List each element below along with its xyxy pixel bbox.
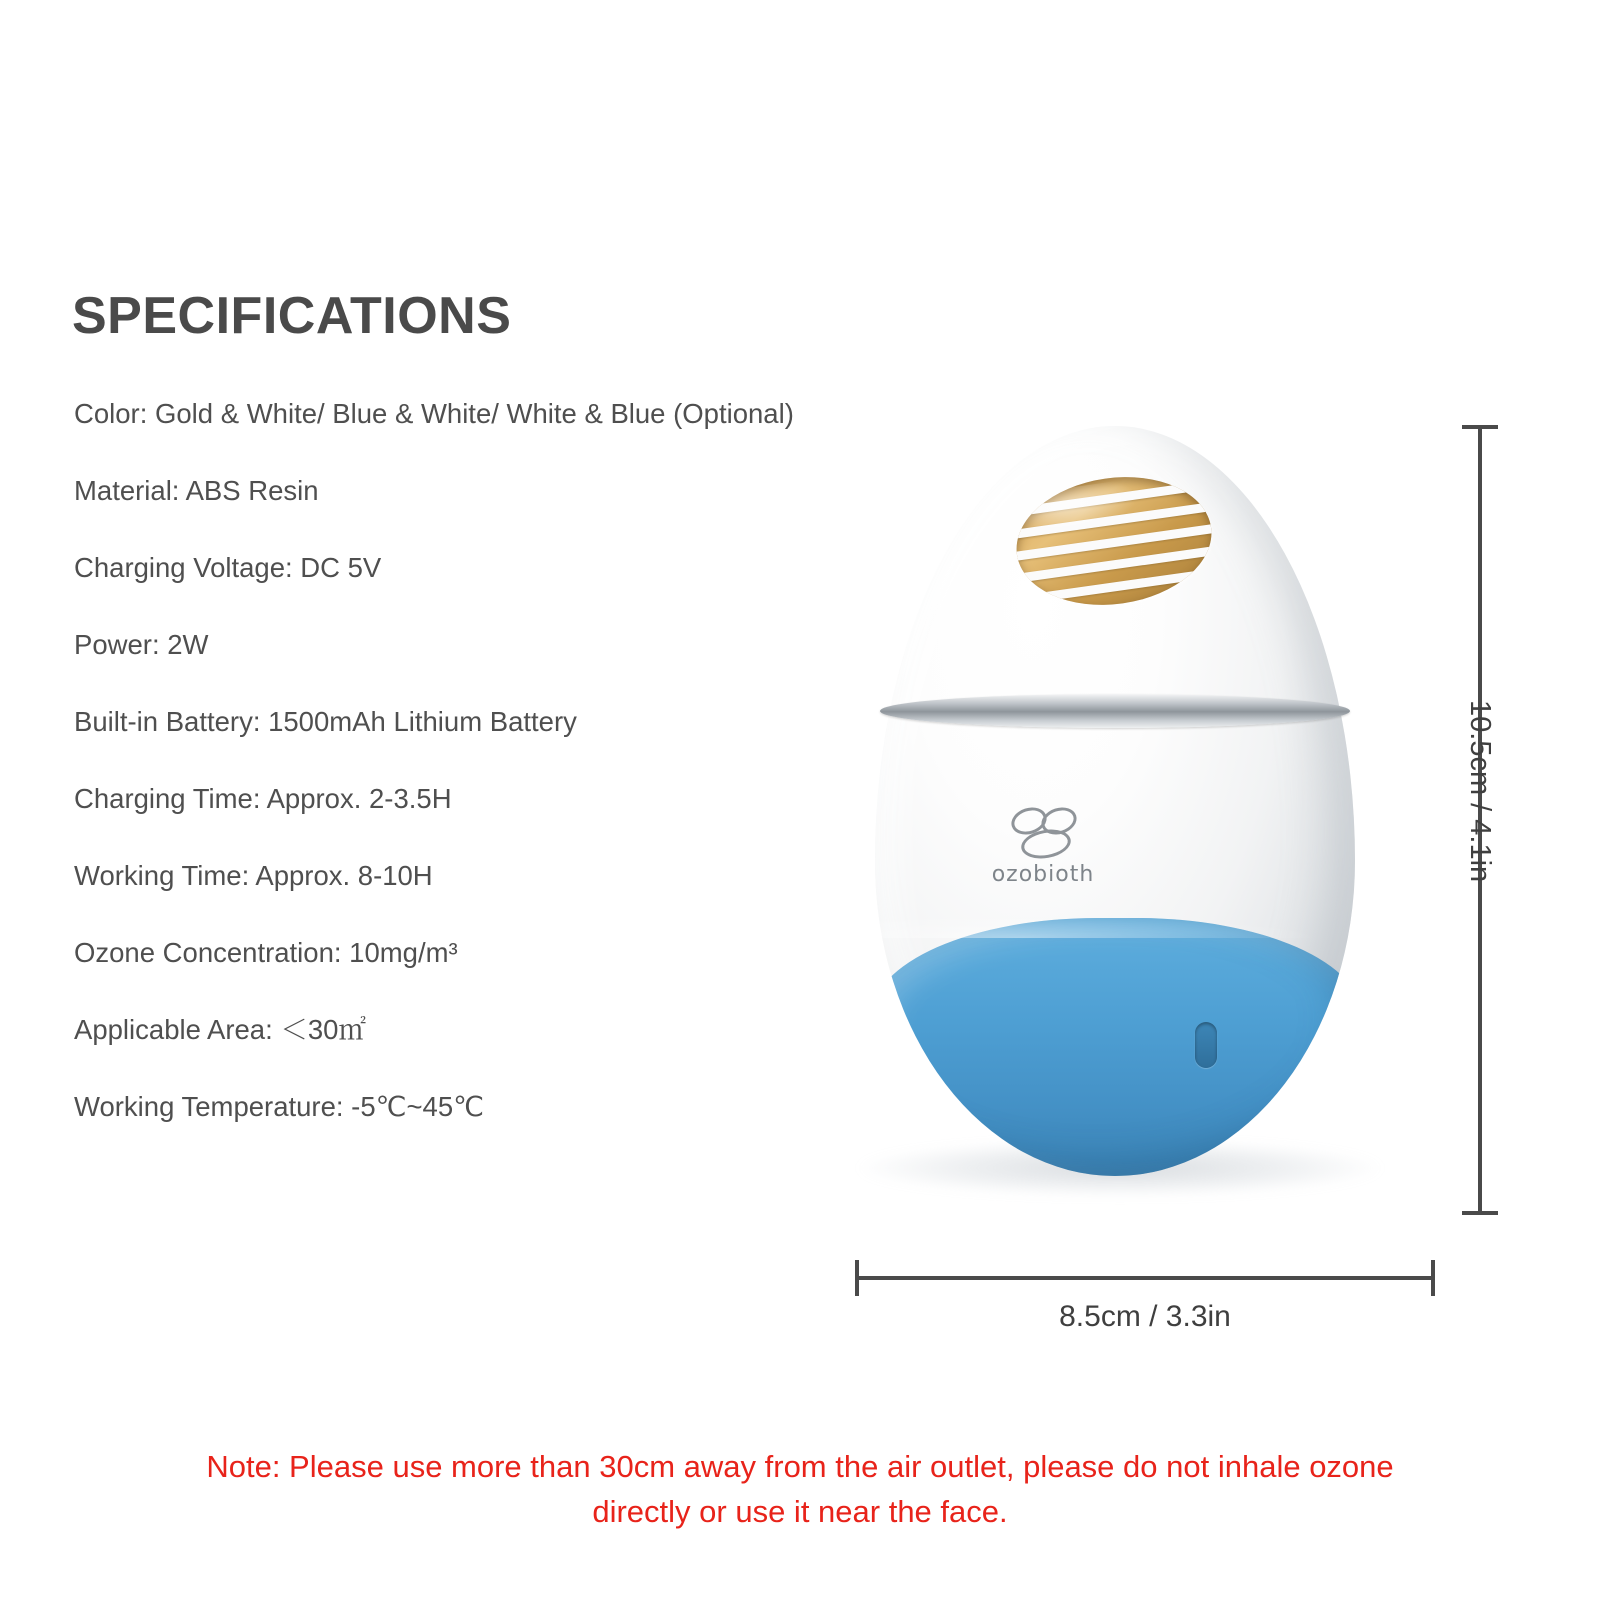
spec-item-battery: Built-in Battery: 1500mAh Lithium Battery (74, 706, 577, 737)
spec-item-power: Power: 2W (74, 629, 209, 660)
product-image (820, 400, 1460, 1240)
page-title: SPECIFICATIONS (72, 287, 512, 345)
spec-item-working-temperature: Working Temperature: -5℃~45℃ (74, 1091, 485, 1122)
spec-item-ozone-concentration: Ozone Concentration: 10mg/m³ (74, 937, 458, 968)
specifications-list (74, 400, 934, 1170)
spec-item-charging-time: Charging Time: Approx. 2-3.5H (74, 783, 452, 814)
vent-hole-icon (1195, 1022, 1217, 1068)
safety-note: Note: Please use more than 30cm away from the air outlet, please do not inhale ozone directly or use it near the face. (206, 1449, 1394, 1529)
width-dimension-label: 8.5cm / 3.3in (1059, 1300, 1231, 1333)
device-blue-base (875, 918, 1355, 1176)
spec-item-color: Color: Gold & White/ Blue & White/ White & Blue (Optional) (74, 398, 794, 429)
height-dimension-label: 10.5cm / 4.1in (1464, 700, 1496, 883)
device-silver-ring (880, 694, 1350, 728)
spec-item-material: Material: ABS Resin (74, 475, 319, 506)
spec-item-applicable-area: Applicable Area: ＜30㎡ (74, 1014, 366, 1045)
ozone-generator-device (875, 426, 1355, 1176)
spec-item-charging-voltage: Charging Voltage: DC 5V (74, 552, 382, 583)
brand-name: ozobioth (991, 862, 1095, 887)
spec-item-working-time: Working Time: Approx. 8-10H (74, 860, 433, 891)
brand-logo (963, 806, 1123, 887)
brand-mark-icon (1005, 806, 1081, 858)
width-dimension-line (855, 1276, 1435, 1280)
